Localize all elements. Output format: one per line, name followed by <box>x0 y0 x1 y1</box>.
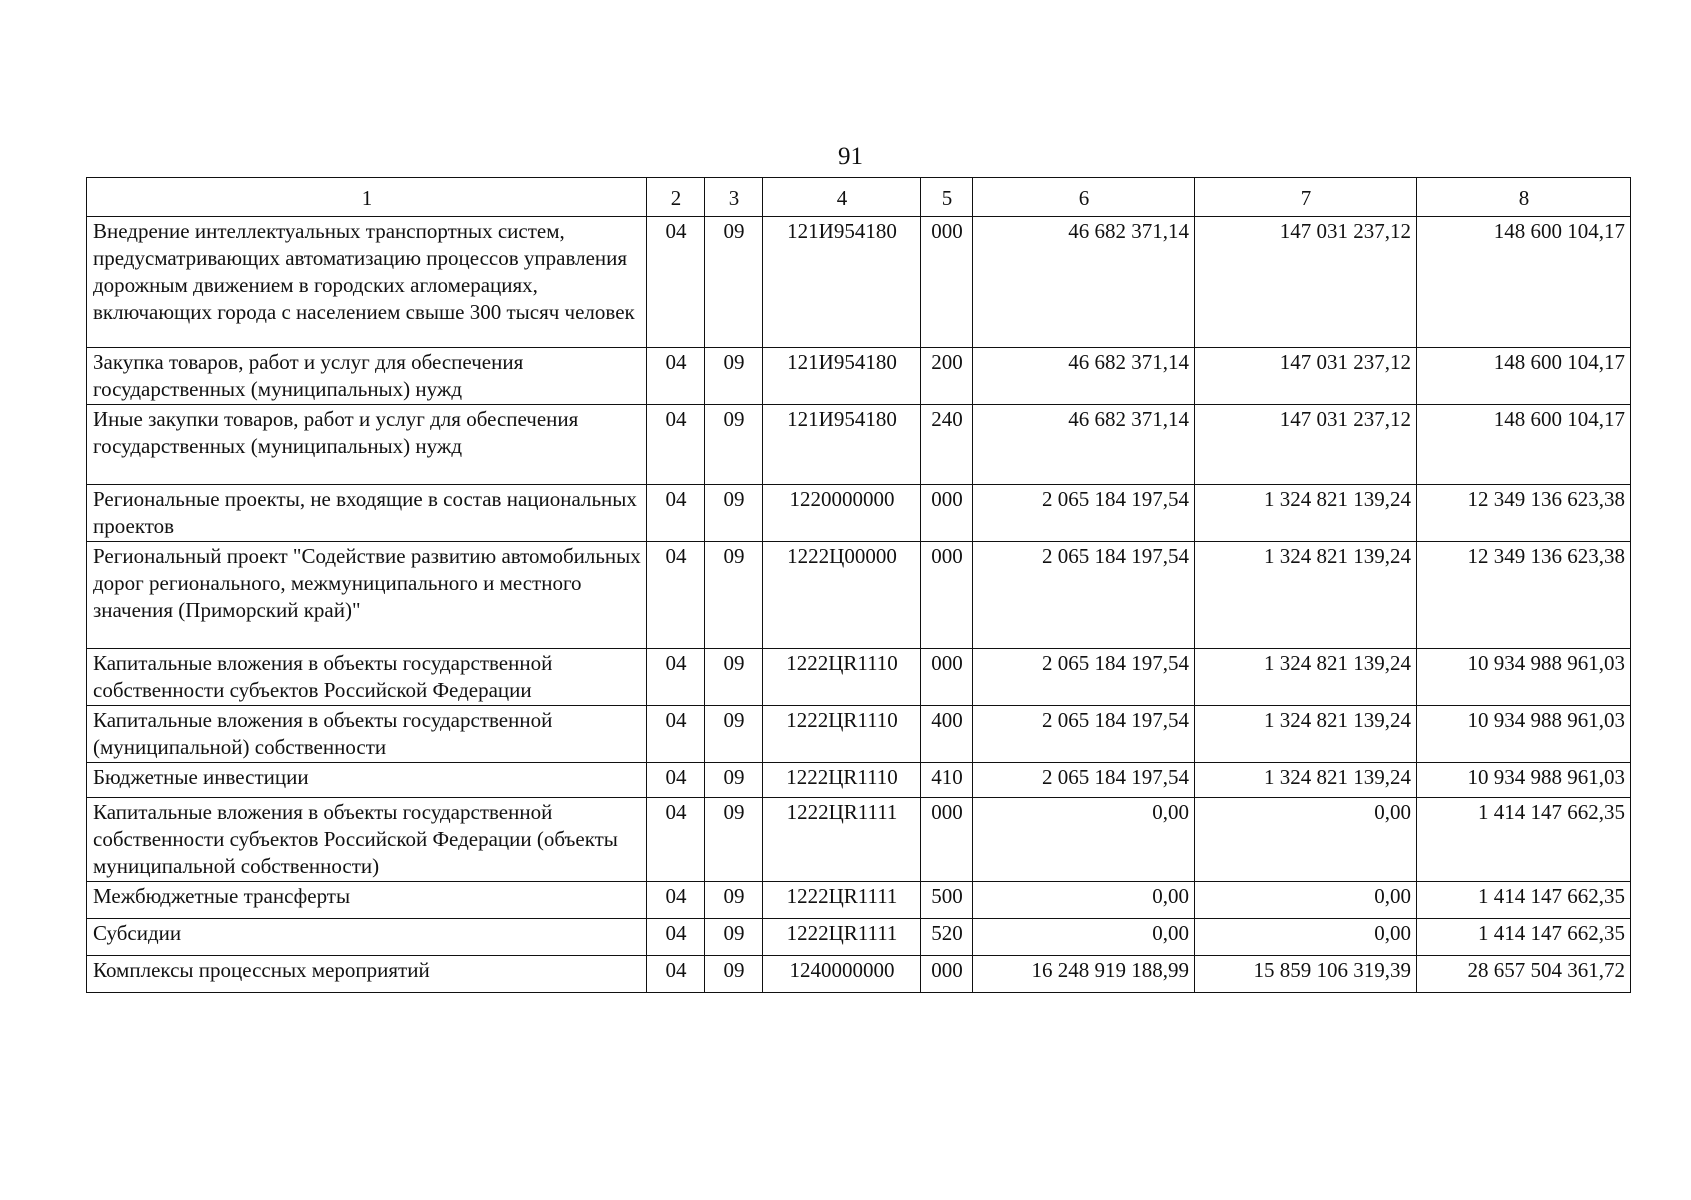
row-target-article: 121И954180 <box>763 348 921 405</box>
row-name: Субсидии <box>87 919 647 956</box>
row-expense-type: 000 <box>921 649 973 706</box>
row-expense-type: 000 <box>921 217 973 348</box>
row-expense-type: 000 <box>921 485 973 542</box>
row-expense-type: 400 <box>921 706 973 763</box>
row-expense-type: 000 <box>921 542 973 649</box>
row-name: Капитальные вложения в объекты государственной собственности субъектов Российской Федерации <box>87 649 647 706</box>
row-amount-col7: 147 031 237,12 <box>1195 348 1417 405</box>
table-row <box>87 217 1631 348</box>
header-col-3: 3 <box>705 178 763 217</box>
row-name: Внедрение интеллектуальных транспортных систем, предусматривающих автоматизацию процессов управления дорожным движением в городских агломерациях, включающих города с населением свыше 300 тысяч человек <box>87 217 647 348</box>
row-amount-col7: 1 324 821 139,24 <box>1195 542 1417 649</box>
row-subsection: 09 <box>705 217 763 348</box>
row-amount-col8: 10 934 988 961,03 <box>1417 706 1631 763</box>
row-name: Комплексы процессных мероприятий <box>87 956 647 993</box>
row-target-article: 1222Ц00000 <box>763 542 921 649</box>
row-name: Капитальные вложения в объекты государственной (муниципальной) собственности <box>87 706 647 763</box>
row-amount-col6: 2 065 184 197,54 <box>973 706 1195 763</box>
row-section: 04 <box>647 542 705 649</box>
budget-table <box>86 177 1631 993</box>
row-section: 04 <box>647 798 705 882</box>
row-name: Капитальные вложения в объекты государственной собственности субъектов Российской Федерации (объекты муниципальной собственности) <box>87 798 647 882</box>
row-subsection: 09 <box>705 919 763 956</box>
table-row <box>87 485 1631 542</box>
row-section: 04 <box>647 217 705 348</box>
row-amount-col7: 0,00 <box>1195 798 1417 882</box>
row-name: Региональный проект "Содействие развитию автомобильных дорог регионального, межмуниципального и местного значения (Приморский край)" <box>87 542 647 649</box>
row-amount-col7: 1 324 821 139,24 <box>1195 706 1417 763</box>
row-subsection: 09 <box>705 763 763 798</box>
header-col-8: 8 <box>1417 178 1631 217</box>
row-amount-col6: 0,00 <box>973 882 1195 919</box>
header-row <box>87 178 1631 217</box>
row-amount-col6: 46 682 371,14 <box>973 217 1195 348</box>
row-target-article: 1222ЦR1110 <box>763 763 921 798</box>
row-amount-col8: 12 349 136 623,38 <box>1417 542 1631 649</box>
row-amount-col7: 0,00 <box>1195 882 1417 919</box>
row-target-article: 1222ЦR1111 <box>763 882 921 919</box>
row-name: Иные закупки товаров, работ и услуг для обеспечения государственных (муниципальных) нужд <box>87 405 647 485</box>
row-section: 04 <box>647 956 705 993</box>
row-amount-col8: 1 414 147 662,35 <box>1417 798 1631 882</box>
row-expense-type: 000 <box>921 798 973 882</box>
row-amount-col8: 10 934 988 961,03 <box>1417 763 1631 798</box>
row-section: 04 <box>647 348 705 405</box>
row-amount-col7: 15 859 106 319,39 <box>1195 956 1417 993</box>
row-amount-col7: 1 324 821 139,24 <box>1195 485 1417 542</box>
row-amount-col6: 2 065 184 197,54 <box>973 763 1195 798</box>
table-row <box>87 956 1631 993</box>
table-row <box>87 763 1631 798</box>
row-amount-col8: 12 349 136 623,38 <box>1417 485 1631 542</box>
row-amount-col7: 147 031 237,12 <box>1195 217 1417 348</box>
row-target-article: 1240000000 <box>763 956 921 993</box>
row-amount-col6: 2 065 184 197,54 <box>973 485 1195 542</box>
header-col-2: 2 <box>647 178 705 217</box>
row-subsection: 09 <box>705 649 763 706</box>
table-row <box>87 542 1631 649</box>
row-amount-col8: 1 414 147 662,35 <box>1417 882 1631 919</box>
row-amount-col7: 147 031 237,12 <box>1195 405 1417 485</box>
row-subsection: 09 <box>705 485 763 542</box>
row-name: Межбюджетные трансферты <box>87 882 647 919</box>
row-section: 04 <box>647 763 705 798</box>
row-name: Бюджетные инвестиции <box>87 763 647 798</box>
row-expense-type: 410 <box>921 763 973 798</box>
row-target-article: 1222ЦR1111 <box>763 919 921 956</box>
row-amount-col6: 2 065 184 197,54 <box>973 649 1195 706</box>
row-amount-col6: 16 248 919 188,99 <box>973 956 1195 993</box>
table-row <box>87 405 1631 485</box>
header-col-7: 7 <box>1195 178 1417 217</box>
row-subsection: 09 <box>705 798 763 882</box>
row-target-article: 121И954180 <box>763 405 921 485</box>
row-amount-col6: 46 682 371,14 <box>973 405 1195 485</box>
row-target-article: 1220000000 <box>763 485 921 542</box>
table-row <box>87 348 1631 405</box>
row-expense-type: 500 <box>921 882 973 919</box>
table-row <box>87 798 1631 882</box>
row-amount-col8: 10 934 988 961,03 <box>1417 649 1631 706</box>
row-section: 04 <box>647 882 705 919</box>
row-target-article: 121И954180 <box>763 217 921 348</box>
row-name: Региональные проекты, не входящие в состав национальных проектов <box>87 485 647 542</box>
row-amount-col6: 0,00 <box>973 798 1195 882</box>
row-expense-type: 000 <box>921 956 973 993</box>
header-col-1: 1 <box>87 178 647 217</box>
row-subsection: 09 <box>705 348 763 405</box>
header-col-4: 4 <box>763 178 921 217</box>
table-row <box>87 706 1631 763</box>
row-expense-type: 240 <box>921 405 973 485</box>
row-expense-type: 520 <box>921 919 973 956</box>
row-section: 04 <box>647 485 705 542</box>
row-section: 04 <box>647 405 705 485</box>
table-row <box>87 882 1631 919</box>
row-subsection: 09 <box>705 956 763 993</box>
row-amount-col7: 1 324 821 139,24 <box>1195 649 1417 706</box>
row-amount-col7: 1 324 821 139,24 <box>1195 763 1417 798</box>
header-col-5: 5 <box>921 178 973 217</box>
row-name: Закупка товаров, работ и услуг для обеспечения государственных (муниципальных) нужд <box>87 348 647 405</box>
row-amount-col8: 148 600 104,17 <box>1417 348 1631 405</box>
row-target-article: 1222ЦR1111 <box>763 798 921 882</box>
row-section: 04 <box>647 706 705 763</box>
row-amount-col6: 46 682 371,14 <box>973 348 1195 405</box>
row-section: 04 <box>647 919 705 956</box>
row-subsection: 09 <box>705 542 763 649</box>
row-target-article: 1222ЦR1110 <box>763 706 921 763</box>
row-amount-col8: 148 600 104,17 <box>1417 405 1631 485</box>
row-amount-col6: 0,00 <box>973 919 1195 956</box>
row-amount-col8: 28 657 504 361,72 <box>1417 956 1631 993</box>
page-number: 91 <box>838 143 863 170</box>
row-target-article: 1222ЦR1110 <box>763 649 921 706</box>
row-amount-col8: 148 600 104,17 <box>1417 217 1631 348</box>
table-row <box>87 919 1631 956</box>
row-subsection: 09 <box>705 405 763 485</box>
row-subsection: 09 <box>705 882 763 919</box>
row-amount-col8: 1 414 147 662,35 <box>1417 919 1631 956</box>
table-row <box>87 649 1631 706</box>
row-amount-col6: 2 065 184 197,54 <box>973 542 1195 649</box>
row-subsection: 09 <box>705 706 763 763</box>
row-expense-type: 200 <box>921 348 973 405</box>
row-amount-col7: 0,00 <box>1195 919 1417 956</box>
row-section: 04 <box>647 649 705 706</box>
header-col-6: 6 <box>973 178 1195 217</box>
